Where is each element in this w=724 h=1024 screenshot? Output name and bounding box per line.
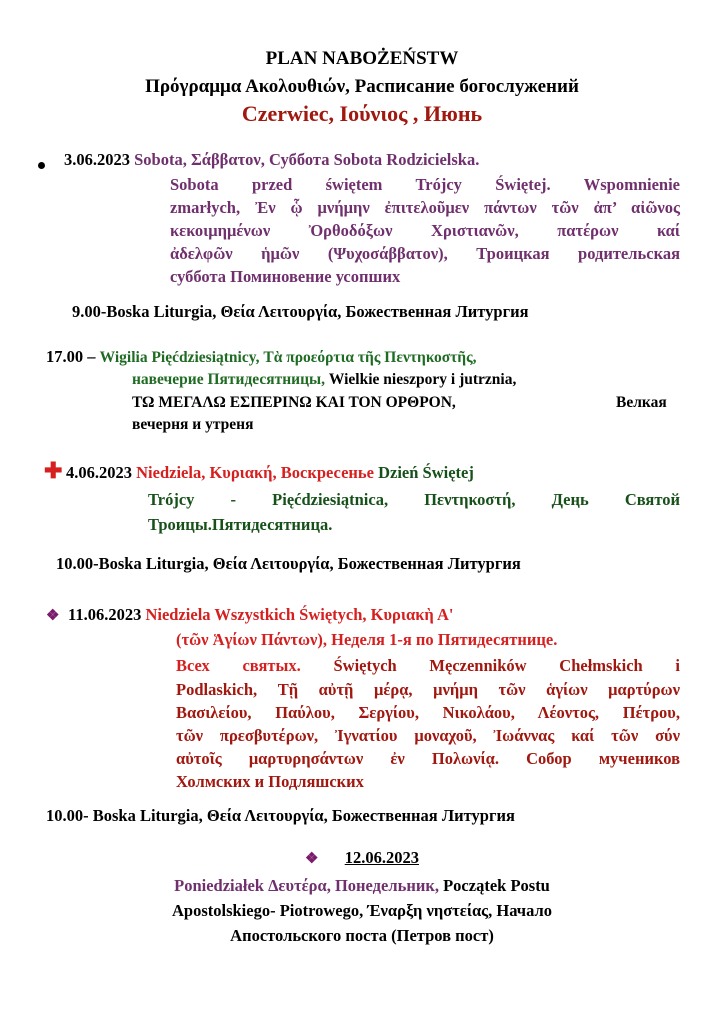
entry1-text-line: Sobota przed świętem Trójcy Świętej. Wspomnienie xyxy=(170,175,680,194)
entry4-feast-title: Niedziela Wszystkich Świętych, Κυριακὴ Α' xyxy=(145,605,454,624)
entry1-day-names: Sobota, Σάββατον, Суббота xyxy=(134,150,330,169)
entry4-feast-line: (τῶν Ἁγίων Πάντων), Неделя 1-я по Пятидесятнице. xyxy=(176,630,558,649)
entry2-dash: – xyxy=(87,347,96,366)
entry1-line1-tail: Sobota Rodzicielska. xyxy=(333,150,480,169)
month-heading: Czerwiec, Ιούνιος , Июнь xyxy=(241,101,483,126)
entry1-date: 3.06.2023 xyxy=(64,150,130,169)
entry1-line1 xyxy=(64,150,479,170)
entry5-fast-start: Początek Postu xyxy=(443,876,550,895)
entry2-greek-caps: ΤΩ ΜΕΓΑΛΩ ΕΣΠΕΡΙΝΩ ΚΑΙ ΤΟΝ ΟΡΘΡΟΝ, xyxy=(132,394,456,411)
entry3-line1 xyxy=(66,463,474,483)
entry1-liturgy: 9.00-Boska Liturgia, Θεία Λειτουργία, Божественная Литургия xyxy=(72,302,529,321)
entry4-martyrs-line: Βασιλείου, Παύλου, Σεργίου, Νικολάου, Λέοντος, Πέτρου, xyxy=(176,703,680,722)
page-title: PLAN NABOŻEŃSTW xyxy=(265,48,459,69)
entry4-date: 11.06.2023 xyxy=(68,605,142,624)
entry5-date: 12.06.2023 xyxy=(344,848,419,867)
entry4-martyrs-line: Podlaskich, Τῇ αὐτῇ μέρᾳ, μνήμη τῶν ἁγίων μαρτύρων xyxy=(176,680,680,699)
entry5-date-line xyxy=(0,848,724,868)
entry1-text-line: zmarłych, Ἐν ᾧ μνήμην ἐπιτελοῦμεν πάντων τῶν ἀπ’ αἰῶνος xyxy=(170,198,680,217)
cross-icon: ✚ xyxy=(44,458,63,483)
entry4-martyrs-line: αὐτοῖς μαρτυρησάντων ἐν Πολωνίᾳ. Собор мучеников xyxy=(176,749,680,768)
entry4-all-saints-ru: Всех святых. xyxy=(176,656,301,675)
entry4-martyrs-line: Холмских и Подляшских xyxy=(176,772,364,791)
bullet-dot-icon xyxy=(38,162,45,169)
entry3-feast-line: Троицы.Пятидесятница. xyxy=(148,515,333,534)
entry3-liturgy: 10.00-Boska Liturgia, Θεία Λειτουργία, Божественная Литургия xyxy=(56,554,521,573)
entry5-day-names: Poniedziałek Δευτέρα, Понедельник, xyxy=(174,876,439,895)
entry3-feast-line: Trójcy - Pięćdziesiątnica, Πεντηκοστή, Деңь Святой xyxy=(148,490,680,509)
entry2-vigil-ru: навечерие Пятидесятницы, xyxy=(132,371,326,388)
entry2-line4: вечерня и утреня xyxy=(132,416,254,433)
entry5-line1 xyxy=(0,876,724,896)
entry5-line3: Апостольского поста (Петров пост) xyxy=(230,926,494,945)
page-subtitle: Πρόγραμμα Ακολουθιών, Расписание богослужений xyxy=(145,76,579,97)
entry2-line1 xyxy=(46,347,477,367)
entry4-martyrs-line: τῶν πρεσβυτέρων, Ἰγνατίου μοναχοῦ, Ἰωάννας καί τῶν σύν xyxy=(176,726,680,745)
entry3-day-names: Niedziela, Κυριακή, Воскресенье xyxy=(136,463,374,482)
entry2-line2 xyxy=(132,371,516,389)
entry2-line3-right: Велкая xyxy=(616,394,667,411)
entry4-liturgy: 10.00- Boska Liturgia, Θεία Λειτουργία, Божественная Литургия xyxy=(46,806,515,825)
entry3-feast-start: Dzień Świętej xyxy=(378,463,474,482)
entry4-martyrs: Świętych Męczenników Chełmskich i xyxy=(333,656,680,675)
entry3-date: 4.06.2023 xyxy=(66,463,132,482)
entry4-line3 xyxy=(176,656,680,676)
entry2-time: 17.00 xyxy=(46,347,84,366)
entry1-text-line: суббота Поминовение усопших xyxy=(170,267,401,286)
entry1-text-line: ἀδελφῶν ἡμῶν (Ψυχοσάββατον), Троицкая родительская xyxy=(170,244,680,263)
entry2-vespers: Wielkie nieszpory i jutrznia, xyxy=(328,371,517,388)
diamond-bullet-icon: ❖ xyxy=(46,608,60,624)
entry4-line1 xyxy=(68,605,453,625)
diamond-bullet-icon: ❖ xyxy=(305,851,319,867)
entry2-vigil: Wigilia Pięćdziesiątnicy, Τὰ προεόρτια τῆς Πεντηκοστῆς, xyxy=(99,349,477,366)
entry5-line2: Apostolskiego- Piotrowego, Έναρξη νηστείας, Начало xyxy=(171,901,552,920)
entry1-text-line: κεκοιμημένων Ὀρθοδόξων Χριστιανῶν, πατέρων καί xyxy=(170,221,680,240)
